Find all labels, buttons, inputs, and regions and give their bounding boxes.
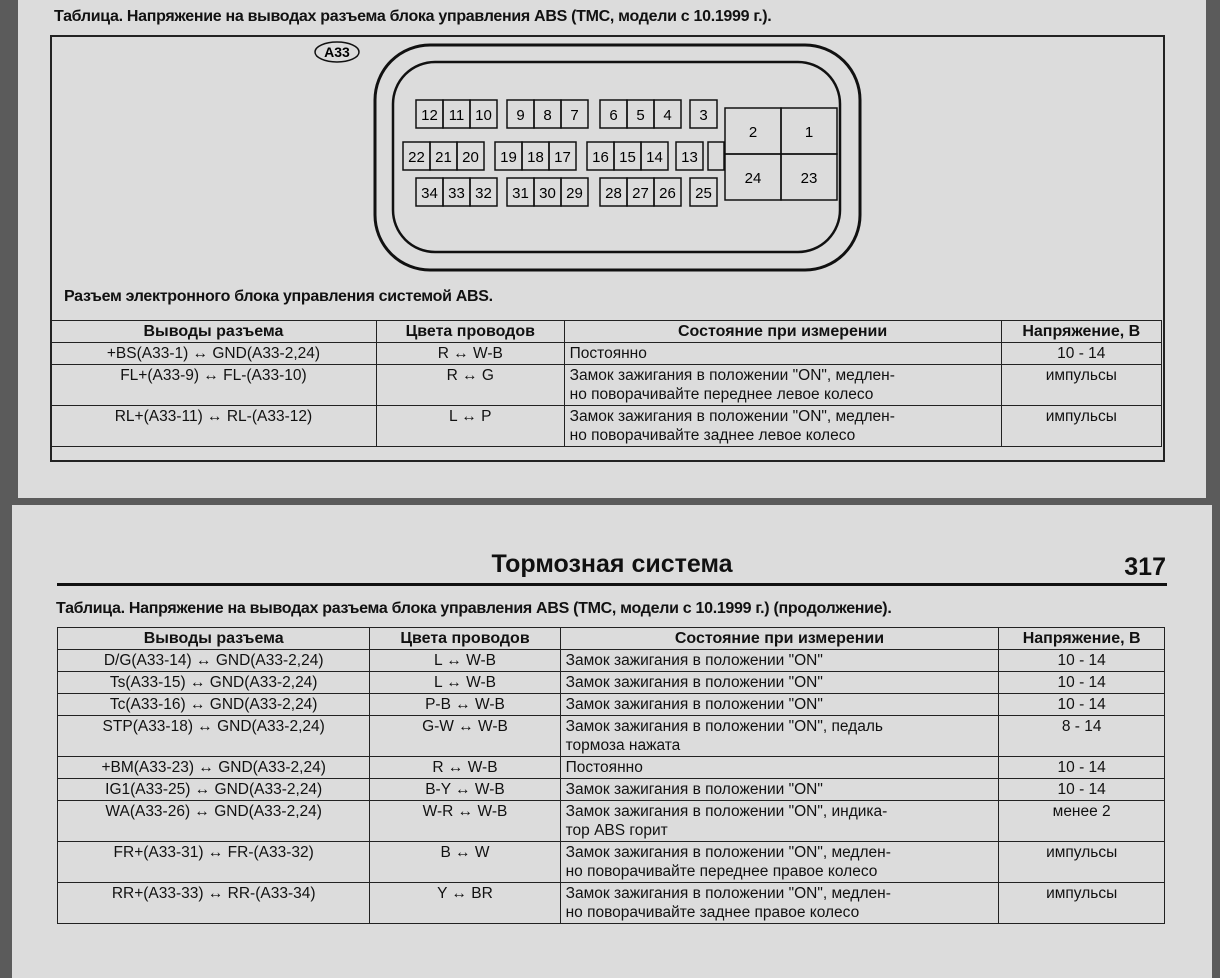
table-row (58, 757, 1165, 779)
connector-label: A33 (324, 44, 350, 60)
pin-number: 23 (800, 170, 818, 187)
header-rule (57, 583, 1167, 586)
voltage-table (50, 320, 1162, 447)
table-cell: Tc(A33-16) ↔ GND(A33-2,24) (58, 694, 370, 716)
table-cell: RL+(A33-11) ↔ RL-(A33-12) (51, 406, 377, 447)
pin-number: 3 (699, 107, 708, 124)
connector-inner-outline (393, 62, 840, 252)
pin-number: 31 (512, 185, 529, 202)
header-row (58, 628, 1165, 650)
pin-number: 34 (421, 185, 438, 202)
table-cell: L ↔ P (376, 406, 564, 447)
pin-number: 8 (543, 107, 552, 124)
table-cell: IG1(A33-25) ↔ GND(A33-2,24) (58, 779, 370, 801)
pin-number: 24 (744, 170, 762, 187)
table-cell: Замок зажигания в положении "ON", медлен- но поворачивайте переднее левое колесо (564, 365, 1001, 406)
table-cell: B ↔ W (370, 842, 560, 883)
pin-number: 33 (448, 185, 465, 202)
pin-number: 20 (462, 149, 479, 166)
table-cell: L ↔ W-B (370, 650, 560, 672)
table-cell: менее 2 (999, 801, 1165, 842)
table-cell: импульсы (999, 883, 1165, 924)
pin-number: 30 (539, 185, 556, 202)
table-row (58, 779, 1165, 801)
table-cell: 8 - 14 (999, 716, 1165, 757)
pin-number: 7 (570, 107, 579, 124)
table-cell: импульсы (999, 842, 1165, 883)
table-cell: Замок зажигания в положении "ON", медлен- но поворачивайте заднее левое колесо (564, 406, 1001, 447)
pin-number: 6 (609, 107, 618, 124)
pin-number: 4 (663, 107, 672, 124)
page-bottom (12, 505, 1212, 978)
table-row (51, 343, 1162, 365)
table-cell: R ↔ W-B (370, 757, 560, 779)
table-cell: R ↔ G (376, 365, 564, 406)
table-cell: B-Y ↔ W-B (370, 779, 560, 801)
table-cell: 10 - 14 (999, 650, 1165, 672)
table-cell: 10 - 14 (1001, 343, 1161, 365)
table-row (58, 694, 1165, 716)
column-header: Выводы разъема (58, 628, 370, 650)
section-title: Тормозная система (491, 550, 733, 578)
table-cell: Постоянно (560, 757, 999, 779)
column-header: Состояние при измерении (560, 628, 999, 650)
table-cell: Замок зажигания в положении "ON" (560, 779, 999, 801)
table-cell: STP(A33-18) ↔ GND(A33-2,24) (58, 716, 370, 757)
pin-number: 18 (527, 149, 544, 166)
voltage-table-continued (57, 627, 1165, 924)
table-cell: +BM(A33-23) ↔ GND(A33-2,24) (58, 757, 370, 779)
page-number: 317 (1124, 553, 1166, 581)
table-row (51, 406, 1162, 447)
pin-number: 12 (421, 107, 438, 124)
table-cell: Постоянно (564, 343, 1001, 365)
table-row (51, 365, 1162, 406)
table-cell: Замок зажигания в положении "ON" (560, 694, 999, 716)
table-cell: Замок зажигания в положении "ON" (560, 650, 999, 672)
connector-diagram (18, 0, 1206, 300)
table-cell: импульсы (1001, 365, 1161, 406)
table-row (58, 672, 1165, 694)
pin-number: 22 (408, 149, 425, 166)
connector-caption: Разъем электронного блока управления системой ABS. (64, 288, 493, 305)
table-caption: Таблица. Напряжение на выводах разъема блока управления ABS (TMC, модели с 10.1999 г.). (54, 8, 772, 25)
table-cell: Замок зажигания в положении "ON" (560, 672, 999, 694)
table-cell: D/G(A33-14) ↔ GND(A33-2,24) (58, 650, 370, 672)
pin-number: 17 (554, 149, 571, 166)
table-row (58, 650, 1165, 672)
table-cell: Y ↔ BR (370, 883, 560, 924)
pin-number: 11 (448, 107, 465, 124)
page-top (18, 0, 1206, 498)
column-header: Напряжение, В (999, 628, 1165, 650)
pin-number: 28 (605, 185, 622, 202)
column-header: Выводы разъема (51, 321, 377, 343)
table-caption: Таблица. Напряжение на выводах разъема блока управления ABS (TMC, модели с 10.1999 г.) (продолжение). (56, 600, 892, 617)
column-header: Напряжение, В (1001, 321, 1161, 343)
pin-number: 21 (435, 149, 452, 166)
table-row (58, 801, 1165, 842)
pin-number: 27 (632, 185, 649, 202)
pin-number: 2 (748, 124, 758, 141)
table-cell: G-W ↔ W-B (370, 716, 560, 757)
table-row (58, 842, 1165, 883)
pin-number: 14 (646, 149, 663, 166)
table-cell: R ↔ W-B (376, 343, 564, 365)
table-cell: RR+(A33-33) ↔ RR-(A33-34) (58, 883, 370, 924)
column-header: Цвета проводов (376, 321, 564, 343)
pin-number: 19 (500, 149, 517, 166)
pin-number: 10 (475, 107, 492, 124)
table-cell: P-B ↔ W-B (370, 694, 560, 716)
table-cell: Ts(A33-15) ↔ GND(A33-2,24) (58, 672, 370, 694)
pin-number: 1 (804, 124, 814, 141)
table-cell: Замок зажигания в положении "ON", медлен- но поворачивайте заднее правое колесо (560, 883, 999, 924)
pin-number: 16 (592, 149, 609, 166)
table-row (58, 716, 1165, 757)
table-cell: Замок зажигания в положении "ON", педаль тормоза нажата (560, 716, 999, 757)
column-header: Цвета проводов (370, 628, 560, 650)
column-header: Состояние при измерении (564, 321, 1001, 343)
table-row (58, 883, 1165, 924)
header-row (51, 321, 1162, 343)
table-cell: Замок зажигания в положении "ON", медлен- но поворачивайте переднее правое колесо (560, 842, 999, 883)
pin-number: 26 (659, 185, 676, 202)
pin-number: 29 (566, 185, 583, 202)
pin-number: 9 (516, 107, 525, 124)
pin-number: 13 (681, 149, 698, 166)
pin-number: 32 (475, 185, 492, 202)
table-cell: FL+(A33-9) ↔ FL-(A33-10) (51, 365, 377, 406)
pin-number: 25 (695, 185, 712, 202)
table-cell: Замок зажигания в положении "ON", индика- тор ABS горит (560, 801, 999, 842)
table-cell: 10 - 14 (999, 672, 1165, 694)
table-cell: импульсы (1001, 406, 1161, 447)
table-cell: W-R ↔ W-B (370, 801, 560, 842)
table-cell: FR+(A33-31) ↔ FR-(A33-32) (58, 842, 370, 883)
pin-number: 15 (619, 149, 636, 166)
pin-number: 5 (636, 107, 645, 124)
table-cell: 10 - 14 (999, 694, 1165, 716)
table-cell: +BS(A33-1) ↔ GND(A33-2,24) (51, 343, 377, 365)
table-cell: L ↔ W-B (370, 672, 560, 694)
table-cell: WA(A33-26) ↔ GND(A33-2,24) (58, 801, 370, 842)
table-cell: 10 - 14 (999, 757, 1165, 779)
table-cell: 10 - 14 (999, 779, 1165, 801)
key-slot (708, 142, 724, 170)
